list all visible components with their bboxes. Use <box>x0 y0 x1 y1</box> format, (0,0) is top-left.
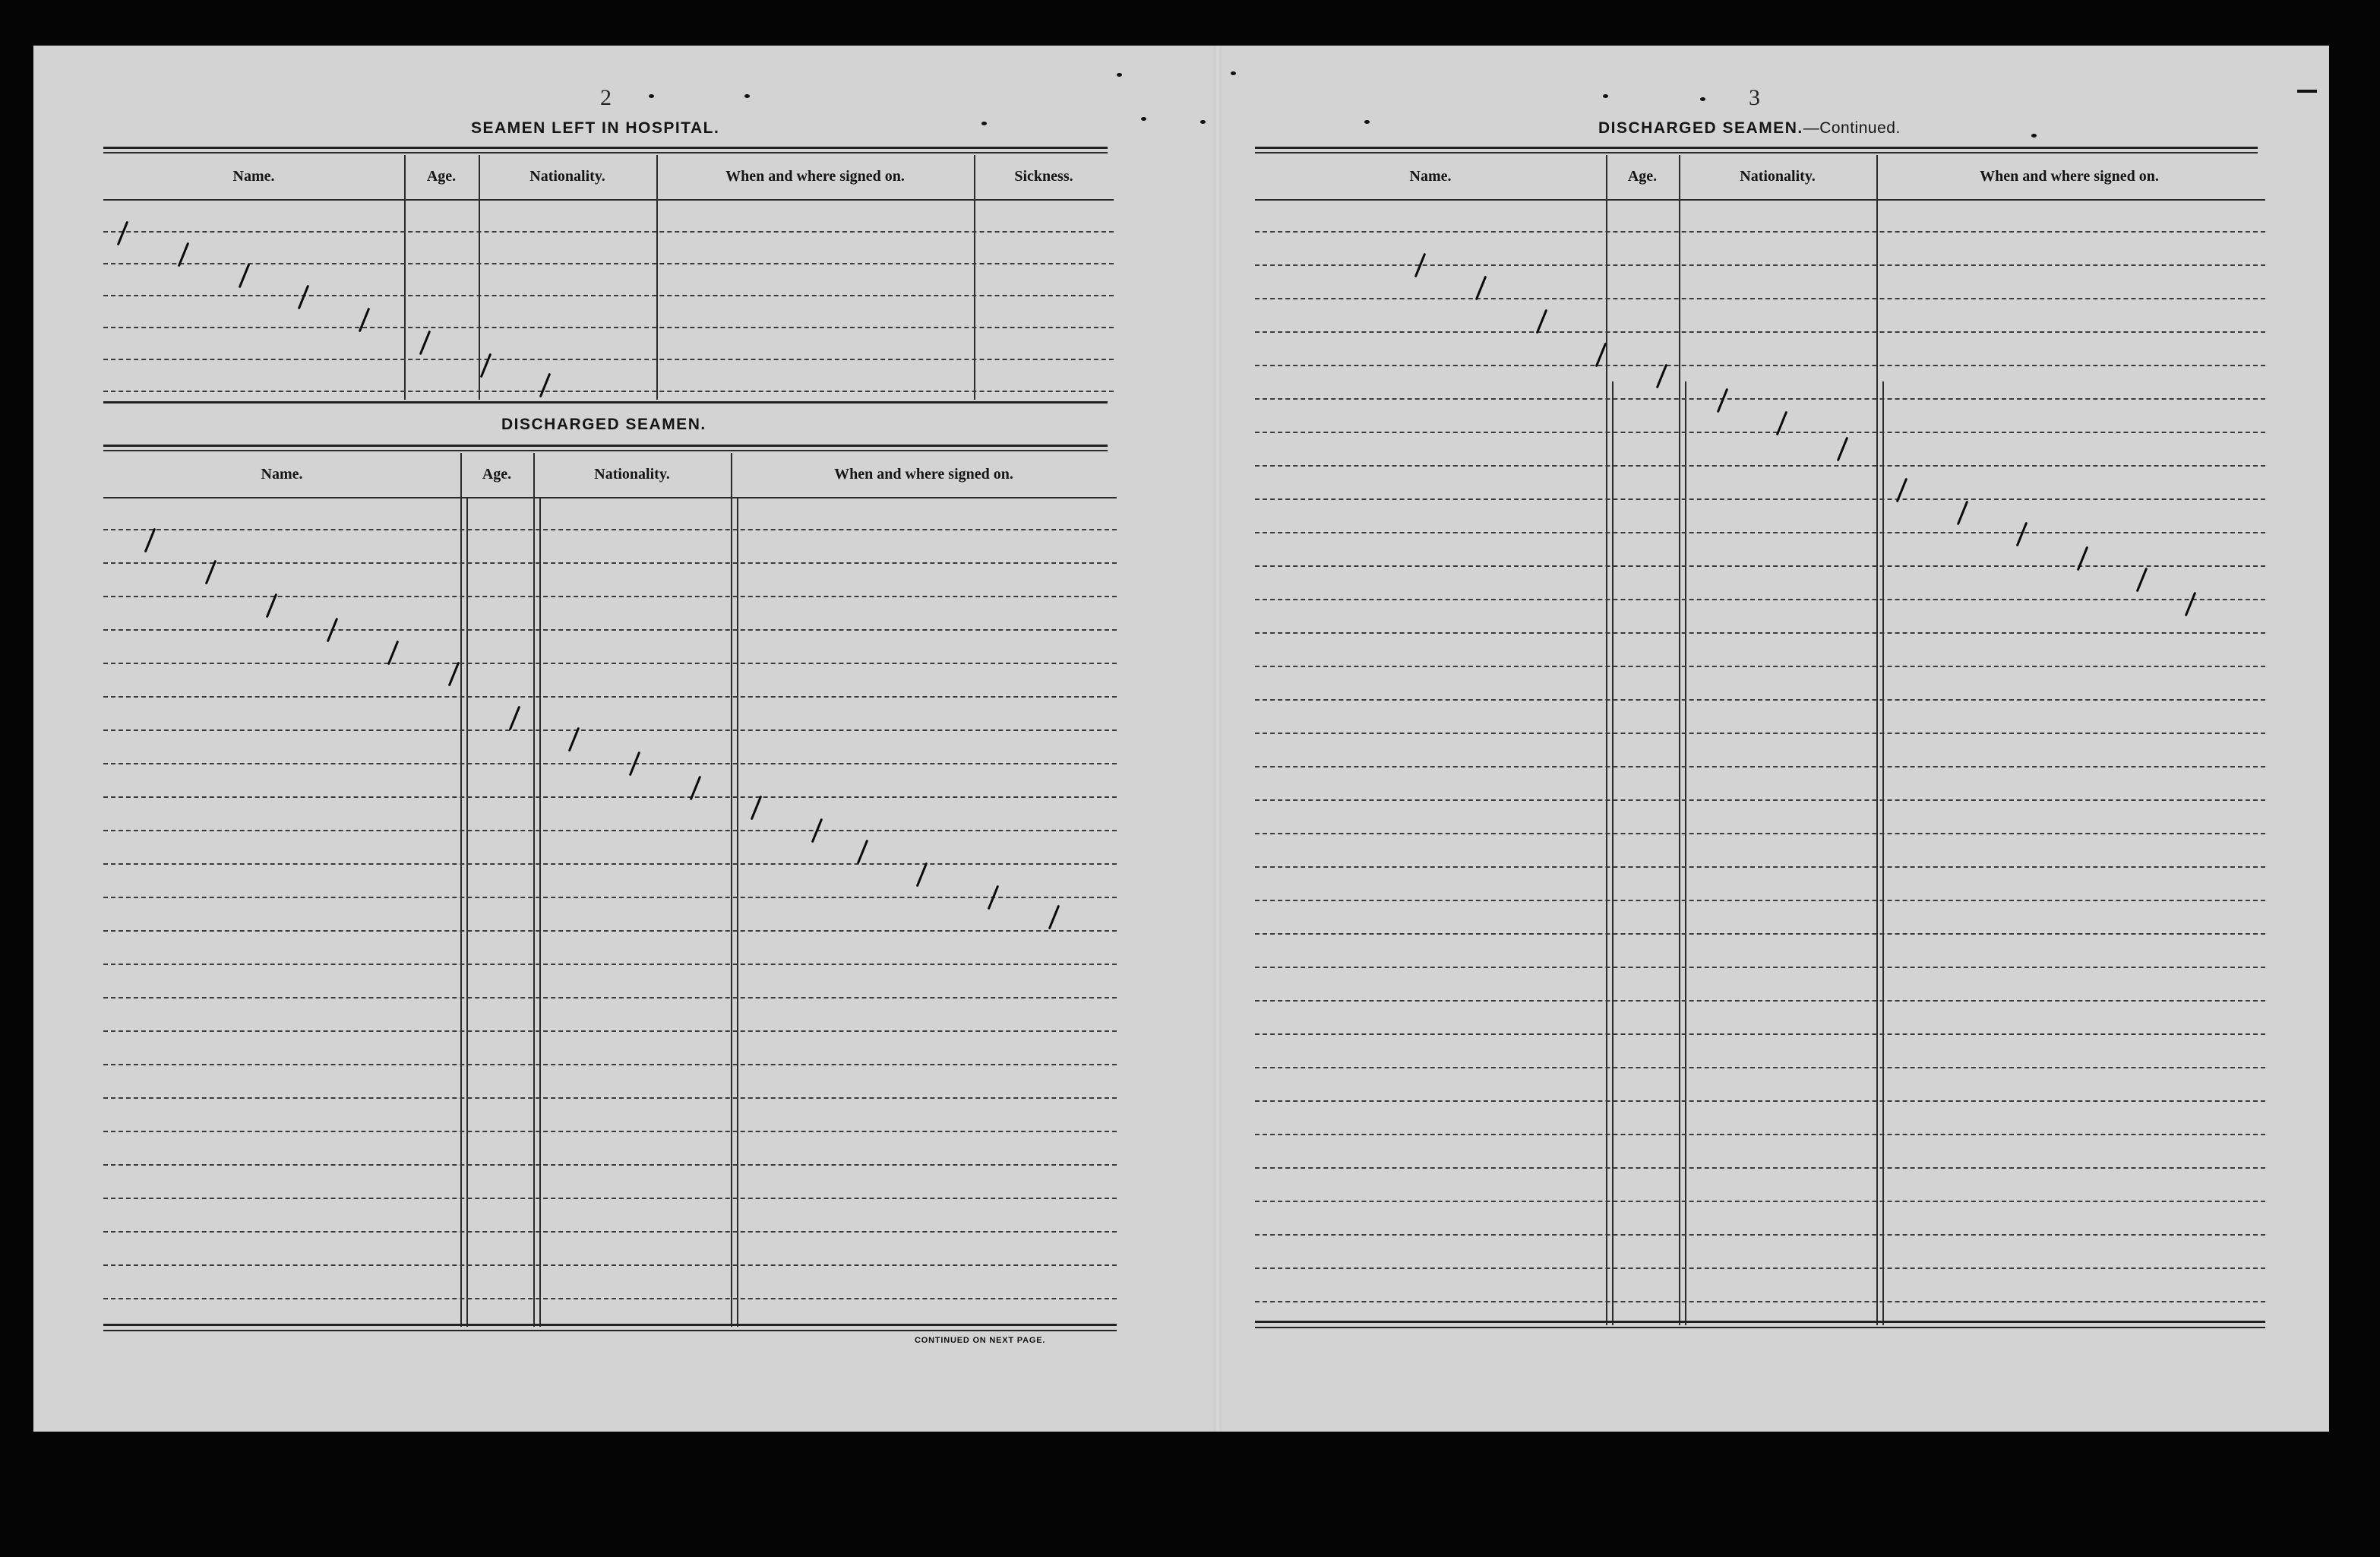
hospital-table <box>103 153 1114 401</box>
discharged-right-divider-3 <box>1876 155 1878 1325</box>
discharged-right-row-line <box>1255 1033 2265 1035</box>
discharged-left-row-line <box>103 1264 1117 1266</box>
discharged-left-divider-2b <box>539 498 541 1327</box>
hospital-row-line <box>103 327 1114 328</box>
hospital-col-age: Age. <box>426 167 457 185</box>
discharged-left-row-line <box>103 1064 1117 1065</box>
hospital-col-signed-on: When and where signed on. <box>725 167 905 185</box>
discharged-right-row-line <box>1255 1267 2265 1269</box>
discharged-left-row-line <box>103 562 1117 564</box>
discharged-right-divider-2b <box>1685 381 1686 1325</box>
discharged-right-row-line <box>1255 599 2265 600</box>
scan-speck <box>1364 120 1370 124</box>
discharged-right-divider-1b <box>1612 381 1614 1325</box>
hospital-row-line <box>103 391 1114 392</box>
discharged-right-row-line <box>1255 365 2265 366</box>
discharged-left-col-nationality: Nationality. <box>594 465 670 483</box>
discharged-left-row-line <box>103 763 1117 764</box>
discharged-right-divider-1 <box>1606 155 1607 1325</box>
discharged-right-row-line <box>1255 967 2265 968</box>
discharged-right-row-line <box>1255 766 2265 767</box>
discharged-left-row-line <box>103 1097 1117 1099</box>
discharged-left-row-line <box>103 529 1117 530</box>
discharged-left-row-line <box>103 897 1117 898</box>
discharged-right-row-line <box>1255 632 2265 634</box>
scan-speck <box>649 94 654 98</box>
page-fold <box>1214 46 1222 1432</box>
hospital-section-title: SEAMEN LEFT IN HOSPITAL. <box>471 119 720 137</box>
hospital-header-row <box>103 153 1114 199</box>
discharged-right-col-nationality: Nationality. <box>1740 167 1816 185</box>
scan-speck <box>1603 94 1608 98</box>
discharged-left-bottom-rule-2 <box>103 1330 1117 1331</box>
discharged-right-bottom-rule-2 <box>1255 1327 2265 1328</box>
discharged-right-row-line <box>1255 264 2265 266</box>
discharged-right-row-line <box>1255 1167 2265 1169</box>
scan-speck <box>1200 120 1206 124</box>
discharged-right-col-age: Age. <box>1627 167 1658 185</box>
discharged-left-col-age: Age. <box>482 465 512 483</box>
discharged-left-row-line <box>103 1231 1117 1233</box>
discharged-right-row-line <box>1255 699 2265 701</box>
hospital-col-sickness: Sickness. <box>1014 167 1073 185</box>
discharged-left-header-row <box>103 451 1117 497</box>
discharged-left-row-line <box>103 1131 1117 1132</box>
discharged-right-row-line <box>1255 565 2265 567</box>
discharged-right-row-line <box>1255 465 2265 467</box>
discharged-right-row-line <box>1255 432 2265 433</box>
hospital-divider-2 <box>479 155 480 400</box>
discharged-right-bottom-rule <box>1255 1321 2265 1323</box>
discharged-top-rule <box>103 445 1108 447</box>
discharged-right-row-line <box>1255 498 2265 500</box>
discharged-left-col-signed-on: When and where signed on. <box>834 465 1013 483</box>
scan-speck <box>744 94 750 98</box>
discharged-left-row-line <box>103 1298 1117 1299</box>
scan-speck <box>1231 71 1236 75</box>
discharged-right-row-line <box>1255 298 2265 299</box>
discharged-left-header-line <box>103 497 1117 498</box>
discharged-continued-title <box>1598 119 1901 138</box>
hospital-row-line <box>103 231 1114 233</box>
hospital-top-rule <box>103 147 1108 149</box>
hospital-col-nationality: Nationality. <box>529 167 605 185</box>
discharged-right-row-line <box>1255 532 2265 533</box>
continued-footer: CONTINUED ON NEXT PAGE. <box>915 1336 1046 1345</box>
discharged-left-row-line <box>103 830 1117 831</box>
hospital-header-line <box>103 199 1114 201</box>
discharged-section-title: DISCHARGED SEAMEN. <box>501 416 706 433</box>
discharged-right-row-line <box>1255 900 2265 901</box>
discharged-left-row-line <box>103 930 1117 932</box>
discharged-left-row-line <box>103 629 1117 631</box>
discharged-left-row-line <box>103 863 1117 865</box>
scan-speck <box>1117 73 1122 77</box>
right-top-rule <box>1255 147 2258 149</box>
hospital-divider-4 <box>974 155 975 400</box>
discharged-right-divider-2 <box>1679 155 1680 1325</box>
discharged-right-row-line <box>1255 331 2265 333</box>
scan-speck <box>981 122 987 125</box>
discharged-left-row-line <box>103 663 1117 664</box>
hospital-col-name: Name. <box>232 167 275 185</box>
hospital-row-line <box>103 263 1114 264</box>
hospital-bottom-rule <box>103 401 1108 403</box>
discharged-table-right <box>1255 153 2265 1328</box>
discharged-right-row-line <box>1255 666 2265 667</box>
discharged-right-row-line <box>1255 1234 2265 1236</box>
discharged-right-row-line <box>1255 398 2265 400</box>
discharged-left-divider-3 <box>731 453 732 1327</box>
discharged-left-bottom-rule <box>103 1324 1117 1326</box>
discharged-left-col-name: Name. <box>261 465 303 483</box>
scan-speck <box>1700 97 1705 101</box>
discharged-right-row-line <box>1255 733 2265 734</box>
scan-speck <box>2031 134 2037 138</box>
discharged-continued-title-suffix: —Continued. <box>1803 119 1901 137</box>
discharged-right-header-line <box>1255 199 2265 201</box>
discharged-right-row-line <box>1255 1301 2265 1302</box>
discharged-left-row-line <box>103 1030 1117 1032</box>
discharged-left-row-line <box>103 729 1117 731</box>
hospital-divider-1 <box>404 155 406 400</box>
discharged-right-row-line <box>1255 1067 2265 1068</box>
discharged-left-row-line <box>103 1164 1117 1166</box>
discharged-right-row-line <box>1255 231 2265 233</box>
discharged-right-col-name: Name. <box>1409 167 1452 185</box>
discharged-right-col-signed-on: When and where signed on. <box>1980 167 2159 185</box>
discharged-left-row-line <box>103 964 1117 965</box>
discharged-right-row-line <box>1255 933 2265 935</box>
hospital-row-line <box>103 295 1114 296</box>
discharged-right-header-row <box>1255 153 2265 199</box>
discharged-right-row-line <box>1255 1000 2265 1002</box>
discharged-left-row-line <box>103 1198 1117 1199</box>
discharged-right-row-line <box>1255 866 2265 868</box>
discharged-left-divider-1 <box>460 453 462 1327</box>
discharged-right-row-line <box>1255 1100 2265 1102</box>
discharged-left-divider-1b <box>466 498 468 1327</box>
edge-mark <box>2297 90 2317 93</box>
hospital-row-line <box>103 359 1114 360</box>
discharged-left-row-line <box>103 596 1117 597</box>
discharged-left-divider-3b <box>737 498 738 1327</box>
scan-speck <box>1141 117 1146 121</box>
discharged-right-row-line <box>1255 799 2265 801</box>
page-number-left: 2 <box>600 85 612 110</box>
page-number-right: 3 <box>1749 85 1761 110</box>
hospital-divider-3 <box>656 155 658 400</box>
discharged-left-row-line <box>103 696 1117 698</box>
discharged-right-row-line <box>1255 1201 2265 1202</box>
discharged-left-row-line <box>103 997 1117 998</box>
discharged-right-row-line <box>1255 833 2265 834</box>
discharged-left-row-line <box>103 796 1117 798</box>
discharged-left-divider-2 <box>533 453 535 1327</box>
discharged-table-left <box>103 451 1117 1328</box>
discharged-right-divider-3b <box>1882 381 1884 1325</box>
discharged-continued-title-main: DISCHARGED SEAMEN. <box>1598 119 1803 137</box>
discharged-right-row-line <box>1255 1134 2265 1135</box>
